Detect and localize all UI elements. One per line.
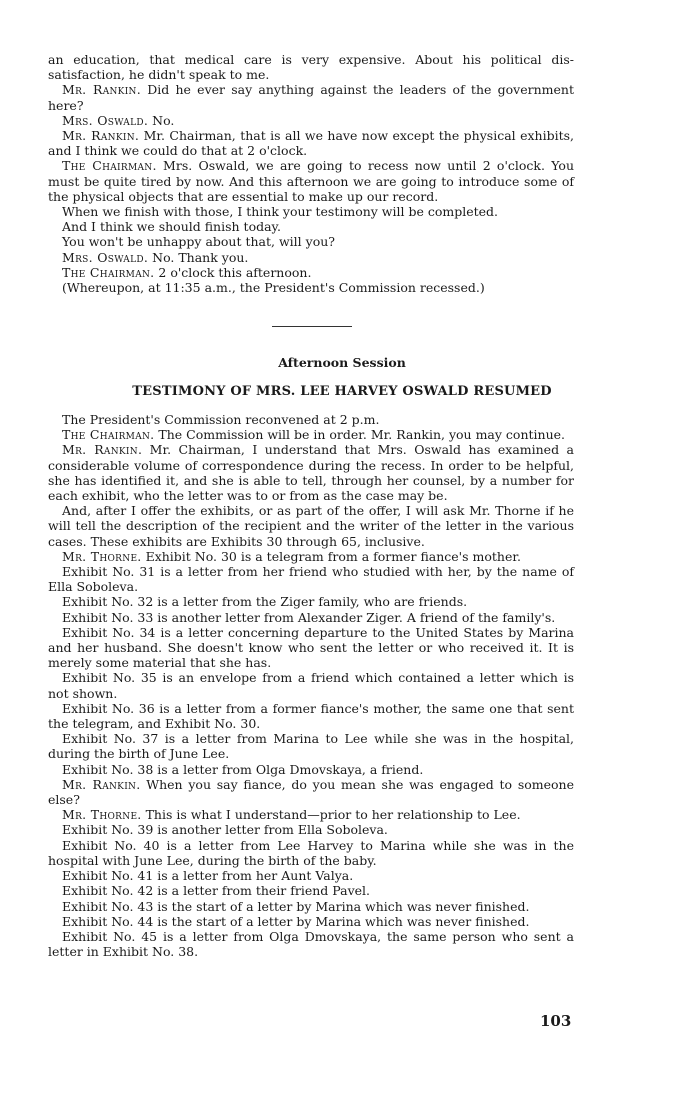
paragraph <box>48 838 574 868</box>
paragraph <box>48 929 574 959</box>
paragraph-text: Did he ever say anything against the leaders of the government here? <box>48 82 574 113</box>
speaker-name: Mr. Thorne. <box>62 548 142 564</box>
paragraph <box>48 219 574 234</box>
paragraph-text: Mrs. Oswald, we are going to recess now until 2 o'clock. You must be quite tired by now. And this afternoon we are going to introduce some of the physical objects that are essential to make up our record. <box>48 158 575 204</box>
paragraph-text: Exhibit No. 35 is an envelope from a friend which contained a letter which is not shown. <box>48 670 574 701</box>
paragraph-text: Exhibit No. 37 is a letter from Marina to Lee while she was in the hospital, during the birth of June Lee. <box>48 731 574 762</box>
paragraph <box>48 412 574 427</box>
paragraph-text: Exhibit No. 30 is a telegram from a former fiance's mother. <box>141 548 521 564</box>
paragraph-text: Exhibit No. 31 is a letter from her friend who studied with her, by the name of Ella Soboleva. <box>48 564 574 595</box>
paragraph <box>48 549 574 564</box>
paragraph <box>48 158 574 204</box>
paragraph-text: Exhibit No. 43 is the start of a letter by Marina which was never finished. <box>62 898 530 914</box>
speaker-name: Mr. Rankin. <box>62 82 141 98</box>
paragraph-text: No. Thank you. <box>148 249 249 265</box>
paragraph <box>48 594 574 609</box>
paragraph <box>48 250 574 265</box>
speaker-name: Mrs. Oswald. <box>62 112 149 128</box>
paragraph <box>48 701 574 731</box>
paragraph <box>48 442 574 503</box>
afternoon-session-text <box>48 412 574 959</box>
paragraph <box>48 777 574 807</box>
speaker-name: Mr. Rankin. <box>62 442 143 458</box>
morning-session-text <box>48 52 574 295</box>
paragraph-text: The President's Commission reconvened at 2 p.m. <box>62 412 380 427</box>
paragraph <box>48 822 574 837</box>
session-title: Afternoon Session <box>278 355 406 370</box>
paragraph <box>48 868 574 883</box>
paragraph-text: Exhibit No. 41 is a letter from her Aunt Valya. <box>62 868 354 884</box>
paragraph <box>48 82 574 112</box>
paragraph <box>48 427 574 442</box>
paragraph-text: Exhibit No. 38 is a letter from Olga Dmovskaya, a friend. <box>62 761 424 777</box>
paragraph-text: When we finish with those, I think your testimony will be completed. <box>62 204 499 220</box>
speaker-name: Mr. Thorne. <box>62 807 142 823</box>
paragraph <box>48 52 574 82</box>
paragraph-text: When you say fiance, do you mean she was engaged to someone else? <box>48 776 574 808</box>
paragraph-text: an education, that medical care is very expensive. About his political dis-satisfaction, he didn't speak to me. <box>48 52 574 83</box>
paragraph-text: And, after I offer the exhibits, or as part of the offer, I will ask Mr. Thorne if he will tell the description of the recipient and the writer of the letter in the various cases. These exhibits are Exhibits 30 through 65, inclusive. <box>48 503 574 549</box>
paragraph-text: Exhibit No. 36 is a letter from a former fiance's mother, the same one that sent the telegram, and Exhibit No. 30. <box>48 700 574 732</box>
paragraph-text: You won't be unhappy about that, will you? <box>62 234 335 250</box>
paragraph-text: (Whereupon, at 11:35 a.m., the President's Commission recessed.) <box>62 280 485 296</box>
paragraph <box>48 762 574 777</box>
paragraph-text: 2 o'clock this afternoon. <box>154 264 312 280</box>
paragraph-text: Mr. Chairman, that is all we have now except the physical exhibits, and I think we could do that at 2 o'clock. <box>48 128 574 159</box>
testimony-heading: TESTIMONY OF MRS. LEE HARVEY OSWALD RESUMED <box>132 384 552 399</box>
paragraph-text: Mr. Chairman, I understand that Mrs. Oswald has examined a considerable volume of correspondence during the recess. In order to be helpful, she has identified it, and she is able to tell, through her counsel, by a number for each exhibit, who the letter was to or from as the case may be. <box>48 442 574 504</box>
paragraph <box>48 807 574 822</box>
speaker-name: Mr. Rankin. <box>62 128 140 144</box>
paragraph <box>48 670 574 700</box>
paragraph-text: No. <box>148 112 175 128</box>
section-divider <box>272 326 352 327</box>
paragraph <box>48 113 574 128</box>
paragraph <box>48 899 574 914</box>
paragraph <box>48 625 574 671</box>
paragraph <box>48 731 574 761</box>
paragraph-text: Exhibit No. 45 is a letter from Olga Dmovskaya, the same person who sent a letter in Exhibit No. 38. <box>48 928 574 960</box>
paragraph <box>48 914 574 929</box>
speaker-name: The Chairman. <box>62 264 155 280</box>
paragraph <box>48 503 574 549</box>
speaker-name: The Chairman. <box>62 158 157 174</box>
paragraph-text: And I think we should finish today. <box>62 219 281 235</box>
speaker-name: Mrs. Oswald. <box>62 249 149 265</box>
paragraph <box>48 265 574 280</box>
paragraph-text: Exhibit No. 40 is a letter from Lee Harvey to Marina while she was in the hospital with June Lee, during the birth of the baby. <box>48 837 574 868</box>
paragraph-text: Exhibit No. 34 is a letter concerning departure to the United States by Marina and her husband. She doesn't know who sent the letter or who received it. It is merely some material that she has. <box>48 624 574 671</box>
paragraph <box>48 610 574 625</box>
paragraph-text: Exhibit No. 39 is another letter from Ella Soboleva. <box>62 822 388 838</box>
paragraph-text: Exhibit No. 44 is the start of a letter by Marina which was never finished. <box>62 913 530 929</box>
paragraph <box>48 234 574 249</box>
paragraph <box>48 564 574 594</box>
page-number: 103 <box>540 1012 572 1030</box>
paragraph-text: Exhibit No. 32 is a letter from the Ziger family, who are friends. <box>62 594 468 610</box>
paragraph-text: The Commission will be in order. Mr. Rankin, you may continue. <box>154 427 565 443</box>
paragraph <box>48 204 574 219</box>
paragraph <box>48 128 574 158</box>
speaker-name: The Chairman. <box>62 427 155 443</box>
speaker-name: Mr. Rankin. <box>62 776 141 792</box>
paragraph-text: This is what I understand—prior to her relationship to Lee. <box>141 807 521 823</box>
paragraph-text: Exhibit No. 33 is another letter from Alexander Ziger. A friend of the family's. <box>62 609 556 625</box>
paragraph <box>48 280 574 295</box>
paragraph <box>48 883 574 898</box>
paragraph-text: Exhibit No. 42 is a letter from their friend Pavel. <box>62 883 371 899</box>
